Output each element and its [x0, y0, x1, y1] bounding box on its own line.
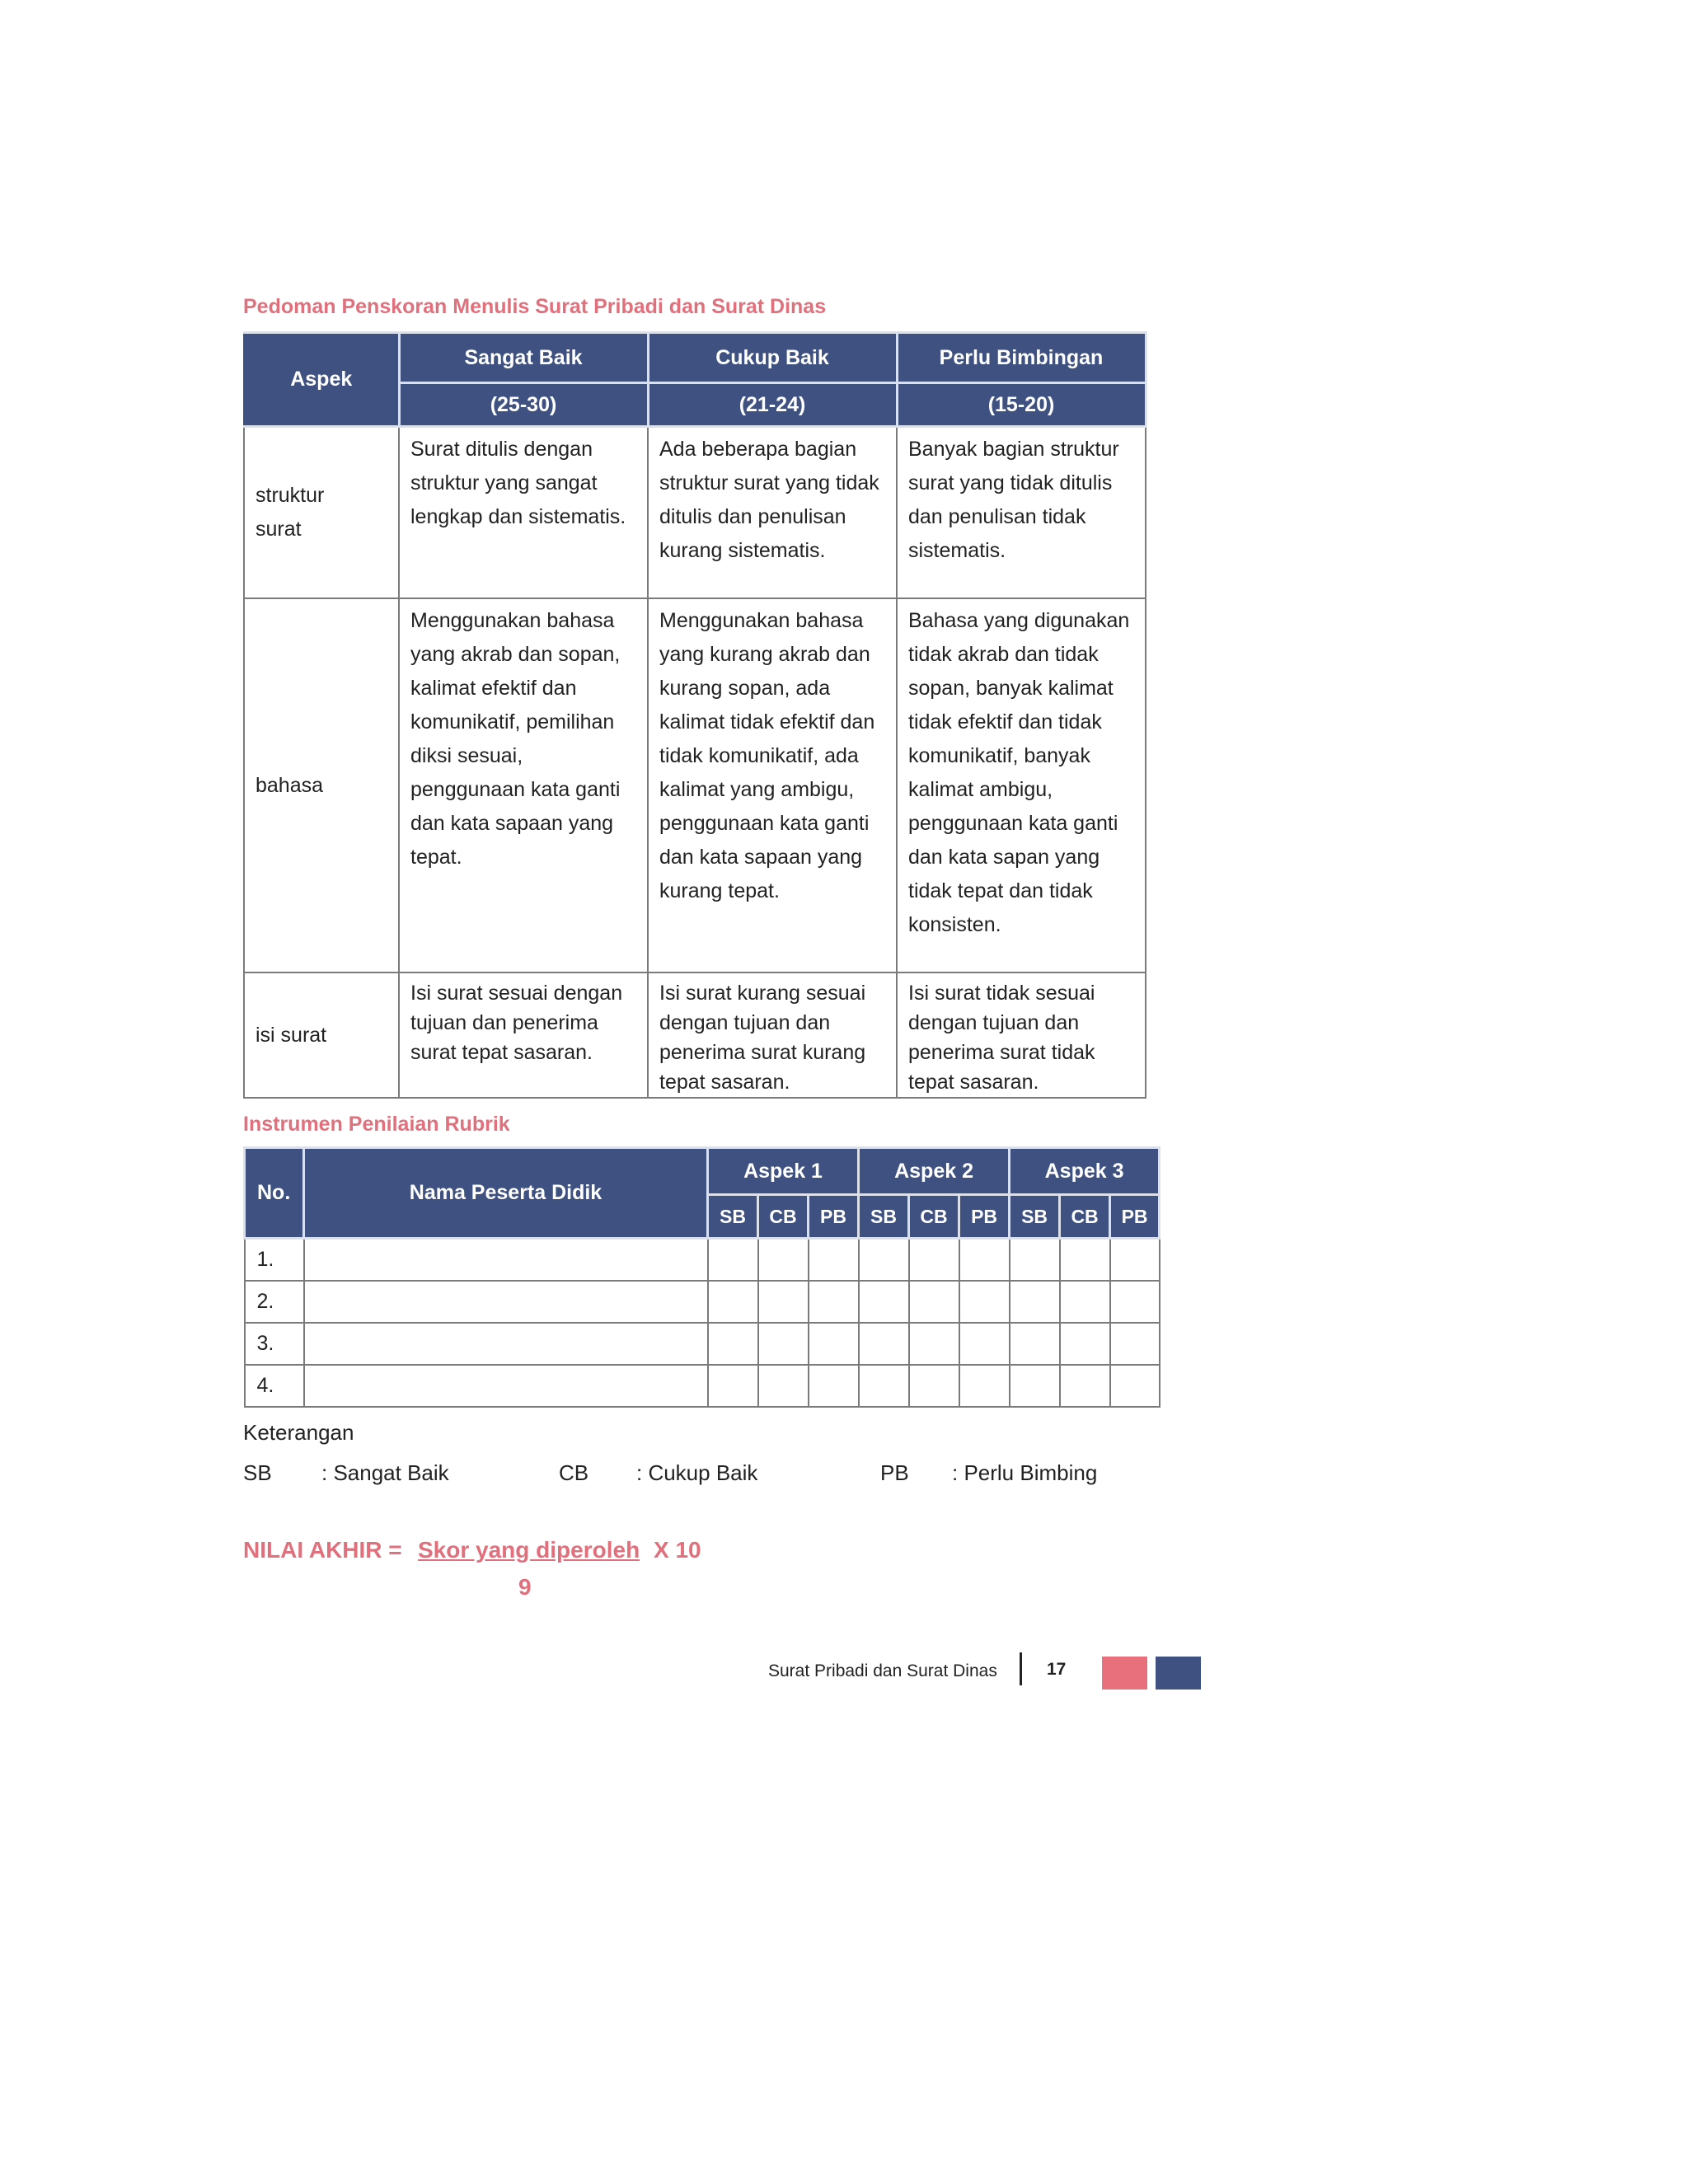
- header-aspek: Aspek: [244, 333, 399, 427]
- score-cell: [1110, 1239, 1160, 1282]
- score-cell: [1010, 1323, 1060, 1365]
- score-cell: [1060, 1323, 1110, 1365]
- rubric-table: [243, 331, 1147, 1099]
- page-number: 17: [1047, 1660, 1067, 1679]
- name-cell: [304, 1239, 708, 1282]
- criteria-cell: Menggunakan bahasa yang akrab dan sopan, kalimat efektif dan komunikatif, pemilihan diksi sesuai, penggunaan kata ganti dan kata sapaan yang tepat.: [399, 598, 648, 972]
- header-level-range: (21-24): [648, 383, 897, 427]
- header-no: No.: [245, 1148, 304, 1239]
- criteria-cell: Isi surat kurang sesuai dengan tujuan dan penerima surat kurang tepat sasaran.: [648, 972, 897, 1098]
- header-level-label: Perlu Bimbingan: [897, 333, 1146, 383]
- header-sub: PB: [959, 1195, 1010, 1239]
- table-row: [245, 1239, 1160, 1282]
- score-cell: [758, 1281, 809, 1323]
- formula-label: NILAI AKHIR =: [243, 1537, 402, 1563]
- instrument-table: [243, 1146, 1160, 1408]
- header-sub: SB: [859, 1195, 909, 1239]
- aspek-cell: struktur surat: [244, 427, 399, 599]
- formula-denominator: 9: [518, 1574, 532, 1600]
- aspek-cell: bahasa: [244, 598, 399, 972]
- criteria-cell: Isi surat tidak sesuai dengan tujuan dan penerima surat tidak tepat sasaran.: [897, 972, 1146, 1098]
- keterangan-title: Keterangan: [243, 1420, 354, 1445]
- score-cell: [809, 1365, 859, 1407]
- score-cell: [959, 1323, 1010, 1365]
- score-cell: [909, 1365, 959, 1407]
- table-row: [245, 1281, 1160, 1323]
- criteria-cell: Banyak bagian struktur surat yang tidak ditulis dan penulisan tidak sistematis.: [897, 427, 1146, 599]
- footer-pink-square: [1102, 1657, 1147, 1690]
- table-row: [244, 598, 1146, 972]
- score-cell: [1010, 1365, 1060, 1407]
- score-cell: [708, 1281, 758, 1323]
- header-sub: PB: [809, 1195, 859, 1239]
- score-cell: [758, 1365, 809, 1407]
- criteria-cell: Bahasa yang digunakan tidak akrab dan tidak sopan, banyak kalimat tidak efektif dan tidak komunikatif, banyak kalimat ambigu, penggunaan kata ganti dan kata sapan yang tidak tepat dan tidak konsisten.: [897, 598, 1146, 972]
- header-sub: CB: [909, 1195, 959, 1239]
- score-cell: [909, 1281, 959, 1323]
- legend-desc: : Sangat Baik: [321, 1460, 449, 1485]
- score-cell: [708, 1365, 758, 1407]
- footer-blue-square: [1156, 1657, 1201, 1690]
- instrument-title: Instrumen Penilaian Rubrik: [243, 1113, 510, 1136]
- formula-numerator: Skor yang diperoleh: [418, 1537, 640, 1563]
- score-cell: [859, 1239, 909, 1282]
- score-cell: [809, 1239, 859, 1282]
- header-level-range: (15-20): [897, 383, 1146, 427]
- table-row: [245, 1323, 1160, 1365]
- header-aspect: Aspek 3: [1010, 1148, 1160, 1195]
- criteria-cell: Isi surat sesuai dengan tujuan dan penerima surat tepat sasaran.: [399, 972, 648, 1098]
- header-level-label: Sangat Baik: [399, 333, 648, 383]
- rubric-title: Pedoman Penskoran Menulis Surat Pribadi dan Surat Dinas: [243, 295, 827, 318]
- legend-code: SB: [243, 1460, 272, 1485]
- score-cell: [1060, 1281, 1110, 1323]
- criteria-cell: Surat ditulis dengan struktur yang sangat lengkap dan sistematis.: [399, 427, 648, 599]
- criteria-cell: Ada beberapa bagian struktur surat yang tidak ditulis dan penulisan kurang sistematis.: [648, 427, 897, 599]
- header-sub: PB: [1110, 1195, 1160, 1239]
- score-cell: [909, 1323, 959, 1365]
- score-cell: [1010, 1281, 1060, 1323]
- score-cell: [1110, 1281, 1160, 1323]
- formula-multiplier: X 10: [654, 1537, 701, 1563]
- score-cell: [859, 1281, 909, 1323]
- row-number: 3.: [245, 1323, 304, 1365]
- table-row: [244, 972, 1146, 1098]
- row-number: 2.: [245, 1281, 304, 1323]
- header-level-label: Cukup Baik: [648, 333, 897, 383]
- score-cell: [758, 1239, 809, 1282]
- row-number: 1.: [245, 1239, 304, 1282]
- score-cell: [1110, 1323, 1160, 1365]
- score-cell: [1010, 1239, 1060, 1282]
- criteria-cell: Menggunakan bahasa yang kurang akrab dan kurang sopan, ada kalimat tidak efektif dan tidak komunikatif, ada kalimat yang ambigu, penggunaan kata ganti dan kata sapaan yang kurang tepat.: [648, 598, 897, 972]
- header-nama: Nama Peserta Didik: [304, 1148, 708, 1239]
- score-cell: [959, 1239, 1010, 1282]
- score-cell: [708, 1239, 758, 1282]
- legend-desc: : Cukup Baik: [636, 1460, 758, 1485]
- header-aspect: Aspek 1: [708, 1148, 859, 1195]
- header-aspect: Aspek 2: [859, 1148, 1010, 1195]
- score-cell: [959, 1365, 1010, 1407]
- header-sub: CB: [1060, 1195, 1110, 1239]
- score-cell: [1060, 1239, 1110, 1282]
- legend-code: PB: [880, 1460, 909, 1485]
- score-cell: [809, 1281, 859, 1323]
- table-row: [244, 427, 1146, 599]
- score-cell: [859, 1323, 909, 1365]
- name-cell: [304, 1323, 708, 1365]
- header-sub: CB: [758, 1195, 809, 1239]
- score-cell: [859, 1365, 909, 1407]
- footer-divider: [1020, 1652, 1022, 1685]
- name-cell: [304, 1281, 708, 1323]
- header-sub: SB: [1010, 1195, 1060, 1239]
- legend-code: CB: [559, 1460, 589, 1485]
- score-cell: [809, 1323, 859, 1365]
- name-cell: [304, 1365, 708, 1407]
- score-cell: [959, 1281, 1010, 1323]
- row-number: 4.: [245, 1365, 304, 1407]
- table-row: [245, 1365, 1160, 1407]
- legend-desc: : Perlu Bimbing: [952, 1460, 1098, 1485]
- aspek-cell: isi surat: [244, 972, 399, 1098]
- score-cell: [909, 1239, 959, 1282]
- footer-text: Surat Pribadi dan Surat Dinas: [768, 1661, 997, 1680]
- score-cell: [708, 1323, 758, 1365]
- score-cell: [758, 1323, 809, 1365]
- header-level-range: (25-30): [399, 383, 648, 427]
- score-cell: [1110, 1365, 1160, 1407]
- score-cell: [1060, 1365, 1110, 1407]
- header-sub: SB: [708, 1195, 758, 1239]
